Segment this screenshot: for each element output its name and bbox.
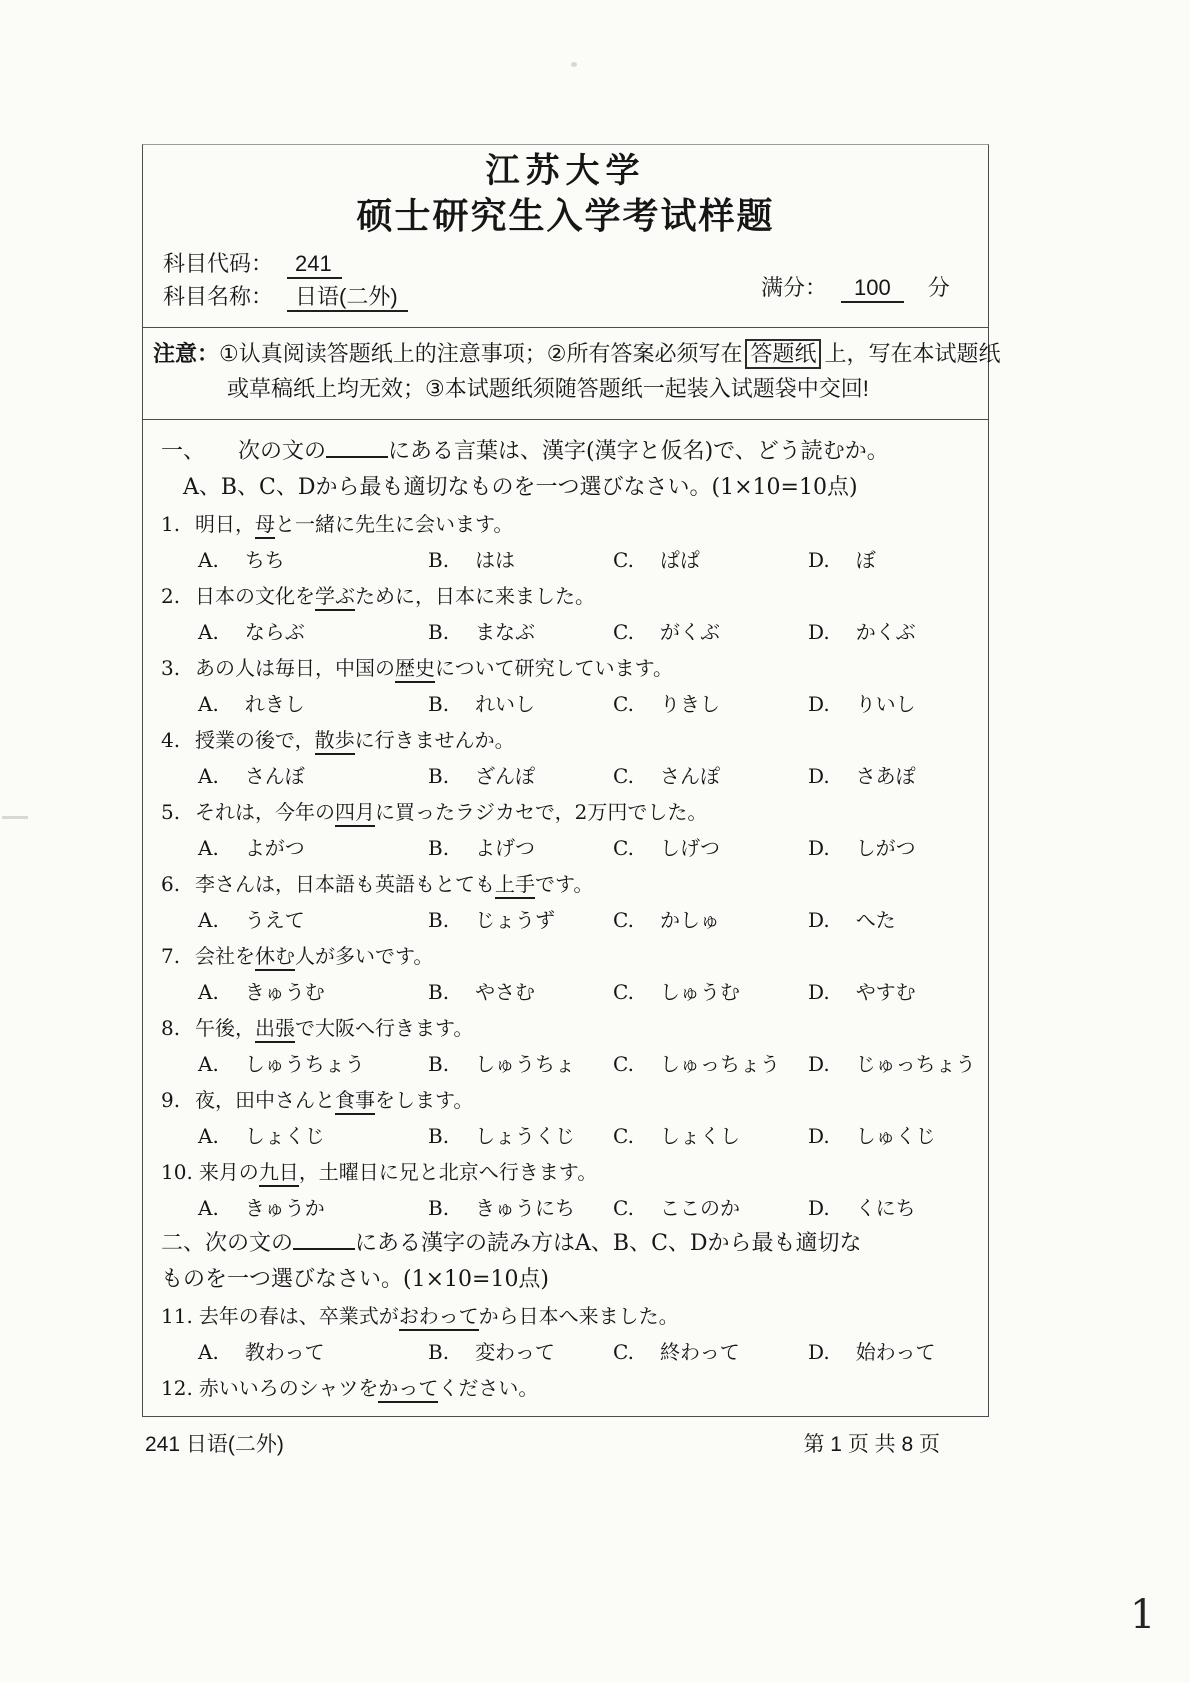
- subject-code-label: 科目代码：: [163, 251, 274, 276]
- option: [428, 830, 613, 866]
- heading-text: A、B、C、Dから最も適切なものを一つ選びなさい。(1×10=10点): [183, 475, 858, 500]
- option: [808, 686, 916, 722]
- option: [428, 614, 613, 650]
- option-label: A.: [198, 1052, 219, 1076]
- option-text: やすむ: [855, 980, 916, 1004]
- underlined-word: 休む: [255, 944, 295, 971]
- option: [808, 902, 896, 938]
- option-label: D.: [808, 548, 830, 572]
- option: [198, 614, 428, 650]
- option-text: よがつ: [244, 836, 305, 860]
- option: [428, 686, 613, 722]
- option: [198, 1046, 428, 1082]
- option: [613, 1118, 808, 1154]
- option-label: C.: [613, 620, 634, 644]
- notice-label: 注意：: [153, 341, 220, 366]
- sentence-text: に行きませんか。: [354, 728, 515, 752]
- option: [613, 902, 808, 938]
- option-text: かくぶ: [855, 620, 916, 644]
- option: [808, 1046, 976, 1082]
- option-text: しゅうちょう: [244, 1052, 365, 1076]
- option-text: へた: [855, 908, 896, 932]
- question-number: 4.: [161, 728, 181, 752]
- sentence-text: 人が多いです。: [295, 944, 434, 968]
- option-text: れきし: [244, 692, 305, 716]
- option-text: 変わって: [475, 1340, 555, 1364]
- option-label: D.: [808, 980, 830, 1004]
- option: [198, 1334, 428, 1370]
- option-text: じょうず: [475, 908, 556, 932]
- underlined-word: おわって: [399, 1304, 479, 1331]
- option-text: ぱぱ: [659, 548, 700, 572]
- option: [428, 974, 613, 1010]
- option: [198, 974, 428, 1010]
- heading-text: 二、次の文の: [161, 1231, 294, 1256]
- option-text: りいし: [855, 692, 916, 716]
- heading-text: にある漢字の読み方はA、B、C、Dから最も適切な: [355, 1231, 862, 1256]
- option-label: D.: [808, 692, 830, 716]
- question-sentence: [161, 1370, 982, 1406]
- fill-in-blank: [293, 1248, 355, 1250]
- underlined-word: 母: [255, 512, 275, 539]
- notice-line1: [153, 336, 1001, 371]
- option-text: さんぼ: [244, 764, 305, 788]
- option-text: ぼ: [855, 548, 876, 572]
- subject-code-value: 241: [287, 251, 342, 279]
- option-text: じゅっちょう: [855, 1052, 976, 1076]
- subject-name-value: 日语(二外): [287, 284, 408, 312]
- exam-document: [142, 144, 1001, 1417]
- question-number: 9.: [161, 1088, 181, 1112]
- question-options-row: [161, 830, 982, 866]
- question-sentence: [161, 722, 982, 758]
- option-text: ならぶ: [244, 620, 305, 644]
- notice-block: [143, 328, 1001, 420]
- option-label: B.: [428, 980, 450, 1004]
- option: [808, 542, 876, 578]
- option-text: 始わって: [855, 1340, 936, 1364]
- sentence-text: 去年の春は、卒業式が: [198, 1304, 399, 1328]
- sentence-text: 明日，: [195, 512, 255, 536]
- full-score-row: [761, 271, 950, 302]
- option: [198, 1118, 428, 1154]
- option-label: B.: [428, 908, 450, 932]
- option-text: よげつ: [475, 836, 536, 860]
- option-label: D.: [808, 1052, 830, 1076]
- option-text: しょくし: [659, 1124, 740, 1148]
- question-number: 10.: [161, 1160, 193, 1184]
- option-text: れいし: [475, 692, 536, 716]
- question-options-row: [161, 686, 982, 722]
- option: [808, 758, 916, 794]
- corner-page-number: 1: [1130, 1592, 1156, 1638]
- option-label: B.: [428, 548, 450, 572]
- option-text: さあぽ: [855, 764, 916, 788]
- subject-name-label: 科目名称：: [163, 284, 274, 309]
- question-sentence: [161, 578, 982, 614]
- option-label: B.: [428, 836, 450, 860]
- option-text: さんぽ: [659, 764, 720, 788]
- option: [613, 758, 808, 794]
- option-text: きゅうむ: [244, 980, 325, 1004]
- option-text: ざんぽ: [475, 764, 536, 788]
- option-text: しょうくじ: [475, 1124, 576, 1148]
- option-label: B.: [428, 1052, 450, 1076]
- option: [428, 1190, 613, 1226]
- question-number: 12.: [161, 1376, 193, 1400]
- option-label: A.: [198, 764, 219, 788]
- question-options-row: [161, 1046, 982, 1082]
- underlined-word: 学ぶ: [315, 584, 355, 611]
- option-text: やさむ: [475, 980, 536, 1004]
- option-label: A.: [198, 620, 219, 644]
- option: [613, 1190, 808, 1226]
- option-text: しゅうむ: [659, 980, 740, 1004]
- option-text: しげつ: [659, 836, 720, 860]
- option-label: C.: [613, 1196, 634, 1220]
- option: [198, 758, 428, 794]
- question-number: 6.: [161, 872, 181, 896]
- option-label: D.: [808, 836, 830, 860]
- option-label: A.: [198, 836, 219, 860]
- sentence-text: です。: [535, 872, 594, 896]
- questions-area: [143, 420, 988, 1420]
- scan-artifact: [571, 62, 577, 67]
- notice-line2: 或草稿纸上均无效；③本试题纸须随答题纸一起装入试题袋中交回!: [227, 376, 869, 401]
- option-label: D.: [808, 1124, 830, 1148]
- sentence-text: 来月の: [198, 1160, 259, 1184]
- sentence-text: ，土曜日に兄と北京へ行きます。: [298, 1160, 598, 1184]
- question-number: 11.: [161, 1304, 193, 1328]
- question-options-row: [161, 542, 982, 578]
- option-label: B.: [428, 1196, 450, 1220]
- sentence-text: で大阪へ行きます。: [295, 1016, 474, 1040]
- option-text: しょくじ: [244, 1124, 325, 1148]
- underlined-word: 歴史: [395, 656, 435, 683]
- question-sentence: [161, 506, 982, 542]
- option-label: C.: [613, 1124, 634, 1148]
- option: [613, 614, 808, 650]
- question-sentence: [161, 866, 982, 902]
- option-text: がくぶ: [659, 620, 720, 644]
- option: [198, 830, 428, 866]
- question-number: 8.: [161, 1016, 181, 1040]
- option-text: くにち: [855, 1196, 916, 1220]
- boxed-answer-sheet: 答题纸: [745, 339, 821, 369]
- option-label: C.: [613, 908, 634, 932]
- option-label: D.: [808, 1340, 830, 1364]
- question-sentence: [161, 938, 982, 974]
- underlined-word: 四月: [335, 800, 375, 827]
- option: [613, 830, 808, 866]
- option: [428, 1334, 613, 1370]
- option-label: B.: [428, 1124, 450, 1148]
- option-text: しゅっちょう: [659, 1052, 780, 1076]
- option-label: A.: [198, 908, 219, 932]
- heading-text: にある言葉は、漢字(漢字と仮名)で、どう読むか。: [388, 439, 889, 464]
- option-text: 教わって: [244, 1340, 325, 1364]
- option: [198, 902, 428, 938]
- option: [428, 758, 613, 794]
- option-text: ここのか: [659, 1196, 740, 1220]
- question-options-row: [161, 614, 982, 650]
- question-number: 1.: [161, 512, 181, 536]
- option-label: C.: [613, 692, 634, 716]
- question-sentence: [161, 1082, 982, 1118]
- sentence-text: 李さんは，日本語も英語もとても: [195, 872, 495, 896]
- scan-artifact: [2, 816, 28, 819]
- option: [428, 1118, 613, 1154]
- option: [613, 686, 808, 722]
- option-text: りきし: [659, 692, 720, 716]
- option-label: D.: [808, 764, 830, 788]
- question-sentence: [161, 650, 982, 686]
- option-label: A.: [198, 548, 219, 572]
- option: [198, 1190, 428, 1226]
- question-number: 3.: [161, 656, 181, 680]
- underlined-word: 食事: [335, 1088, 375, 1115]
- option-text: しゅくじ: [855, 1124, 936, 1148]
- option-label: D.: [808, 1196, 830, 1220]
- option-label: A.: [198, 1124, 219, 1148]
- sentence-text: と一緒に先生に会います。: [275, 512, 514, 536]
- option: [198, 542, 428, 578]
- option-label: B.: [428, 1340, 450, 1364]
- sentence-text: 授業の後で，: [195, 728, 315, 752]
- option-text: きゅうにち: [475, 1196, 576, 1220]
- heading-text: ものを一つ選びなさい。(1×10=10点): [161, 1267, 550, 1292]
- sentence-text: 会社を: [195, 944, 255, 968]
- option-label: C.: [613, 836, 634, 860]
- option: [428, 542, 613, 578]
- option: [613, 974, 808, 1010]
- option: [613, 1334, 808, 1370]
- notice-text-2: 上，写在本试题纸: [824, 341, 1001, 366]
- notice-text-1: ①认真阅读答题纸上的注意事项；②所有答案必须写在: [219, 341, 743, 366]
- option: [808, 1118, 936, 1154]
- heading-text: 一、 次の文の: [161, 439, 327, 464]
- option: [808, 1190, 916, 1226]
- question-sentence: [161, 1298, 982, 1334]
- question-sentence: [161, 1154, 982, 1190]
- option-label: C.: [613, 548, 634, 572]
- sentence-text: あの人は毎日，中国の: [195, 656, 395, 680]
- question-options-row: [161, 1334, 982, 1370]
- option-label: A.: [198, 980, 219, 1004]
- full-score-unit: 分: [927, 275, 950, 300]
- question-options-row: [161, 974, 982, 1010]
- underlined-word: 上手: [495, 872, 535, 899]
- section-heading-line2: [161, 1262, 982, 1298]
- option: [613, 542, 808, 578]
- exam-title: 硕士研究生入学考试样题: [356, 195, 775, 236]
- question-number: 7.: [161, 944, 181, 968]
- option: [428, 902, 613, 938]
- question-sentence: [161, 794, 982, 830]
- option-text: ちち: [244, 548, 285, 572]
- option-text: かしゅ: [659, 908, 720, 932]
- option-text: はは: [475, 548, 516, 572]
- sentence-text: それは，今年の: [195, 800, 335, 824]
- sentence-text: から日本へ来ました。: [478, 1304, 679, 1328]
- option-label: D.: [808, 908, 830, 932]
- option: [808, 614, 916, 650]
- option: [613, 1046, 808, 1082]
- question-number: 5.: [161, 800, 181, 824]
- sentence-text: ために，日本に来ました。: [355, 584, 595, 608]
- question-options-row: [161, 1190, 982, 1226]
- option-text: まなぶ: [475, 620, 536, 644]
- question-options-row: [161, 902, 982, 938]
- question-options-row: [161, 758, 982, 794]
- option: [808, 830, 916, 866]
- underlined-word: 九日: [259, 1160, 299, 1187]
- sentence-text: 日本の文化を: [195, 584, 315, 608]
- question-number: 2.: [161, 584, 181, 608]
- sentence-text: に買ったラジカセで，2万円でした。: [375, 800, 708, 824]
- sentence-text: 夜，田中さんと: [195, 1088, 335, 1112]
- option-label: C.: [613, 764, 634, 788]
- sentence-text: 午後，: [195, 1016, 255, 1040]
- sentence-text: ください。: [438, 1376, 539, 1400]
- option-text: うえて: [244, 908, 305, 932]
- sentence-text: 赤いいろのシャツを: [198, 1376, 379, 1400]
- option: [198, 686, 428, 722]
- exam-header: [143, 149, 988, 328]
- option-label: A.: [198, 1196, 219, 1220]
- section-heading-line2: [161, 470, 982, 506]
- option-text: 終わって: [659, 1340, 740, 1364]
- underlined-word: 出張: [255, 1016, 295, 1043]
- option-label: D.: [808, 620, 830, 644]
- page-footer: [145, 1428, 940, 1458]
- footer-subject: 241 日语(二外): [145, 1433, 284, 1456]
- section-heading-line1: [161, 434, 982, 470]
- option: [808, 974, 916, 1010]
- option-label: C.: [613, 1340, 634, 1364]
- option-label: B.: [428, 764, 450, 788]
- sentence-text: について研究しています。: [435, 656, 673, 680]
- option-label: B.: [428, 620, 450, 644]
- underlined-word: 散歩: [315, 728, 355, 755]
- option-label: C.: [613, 980, 634, 1004]
- option-label: A.: [198, 692, 219, 716]
- fill-in-blank: [326, 456, 388, 458]
- full-score-value: 100: [841, 275, 904, 303]
- option: [428, 1046, 613, 1082]
- option-label: C.: [613, 1052, 634, 1076]
- option-text: きゅうか: [244, 1196, 325, 1220]
- university-name: 江苏大学: [485, 152, 646, 190]
- question-options-row: [161, 1118, 982, 1154]
- option-text: しがつ: [855, 836, 916, 860]
- option: [808, 1334, 936, 1370]
- option-label: A.: [198, 1340, 219, 1364]
- full-score-label: 满分：: [761, 275, 828, 300]
- sentence-text: をします。: [375, 1088, 474, 1112]
- underlined-word: かって: [378, 1376, 438, 1403]
- option-label: B.: [428, 692, 450, 716]
- footer-page-info: 第 1 页 共 8 页: [803, 1433, 940, 1456]
- option-text: しゅうちょ: [475, 1052, 576, 1076]
- question-sentence: [161, 1010, 982, 1046]
- section-heading-line1: [161, 1226, 982, 1262]
